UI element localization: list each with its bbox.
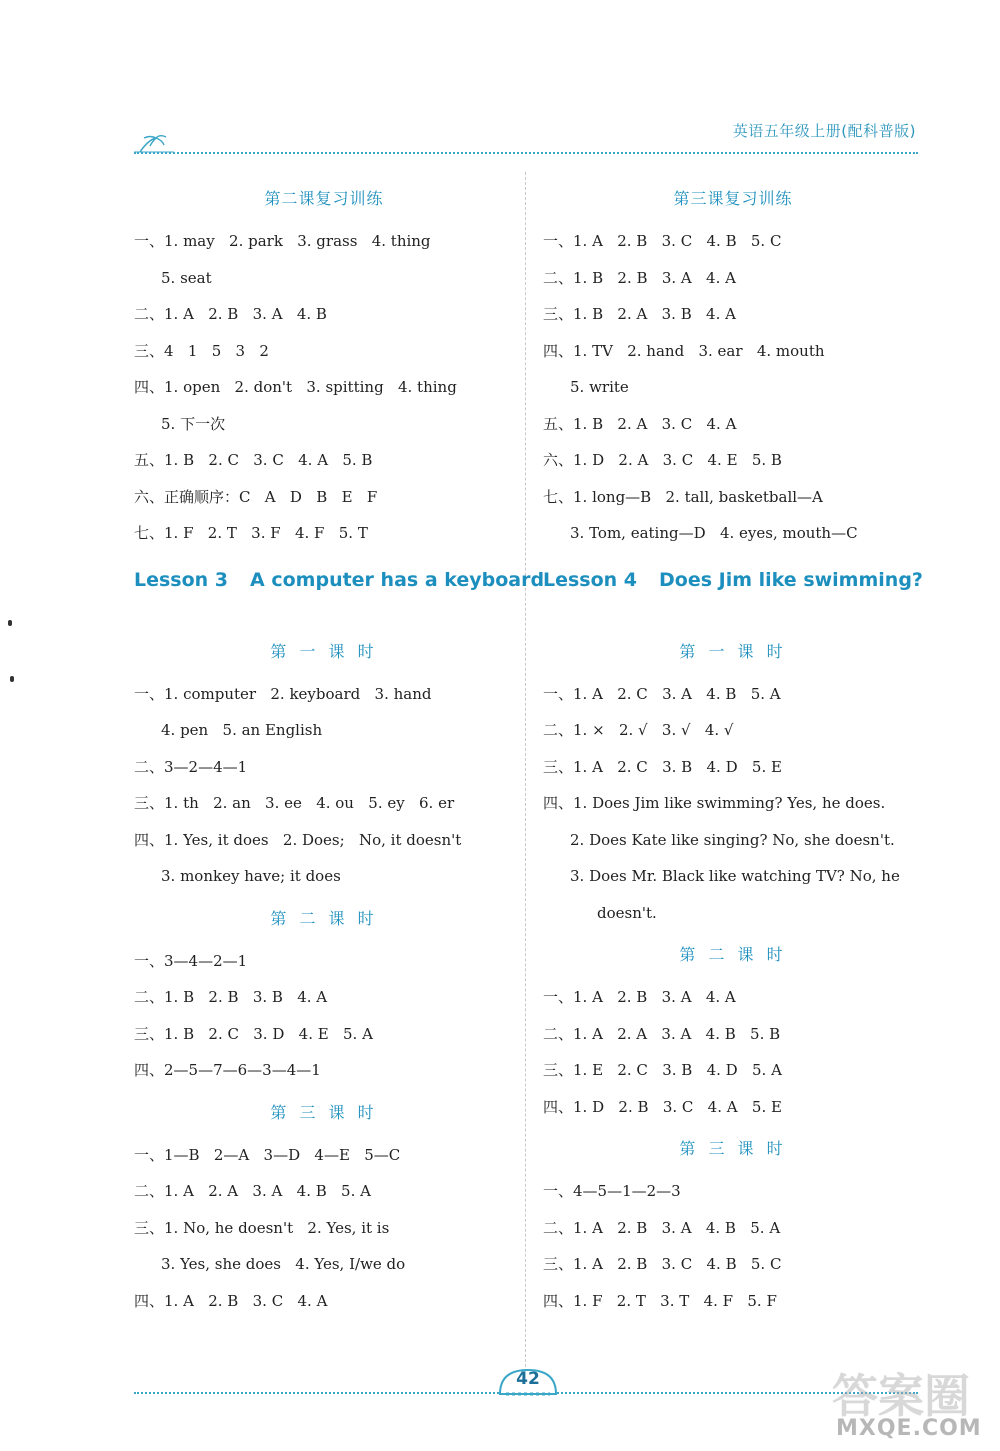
answer-line: 4. pen 5. an English <box>161 721 323 739</box>
answer-line: 3. monkey have; it does <box>161 867 341 885</box>
answer-line: 3. Yes, she does 4. Yes, I/we do <box>161 1255 406 1273</box>
section-title-period-3: 第 三 课 时 <box>679 1139 787 1158</box>
lesson-heading <box>543 554 923 606</box>
answer-line: 七、1. long—B 2. tall, basketball—A <box>543 487 823 506</box>
answer-line: 四、1. Yes, it does 2. Does; No, it doesn't <box>134 830 462 849</box>
answer-line: 二、1. A 2. A 3. A 4. B 5. B <box>543 1024 781 1043</box>
section-title-period-1: 第 一 课 时 <box>270 641 378 661</box>
section-title-period-3: 第 三 课 时 <box>270 1102 378 1122</box>
answer-line: 二、1. A 2. A 3. A 4. B 5. A <box>134 1182 371 1200</box>
answer-line: 三、1. E 2. C 3. B 4. D 5. A <box>543 1061 782 1079</box>
answer-line: 二、1. B 2. B 3. B 4. A <box>134 988 328 1006</box>
answer-line: 二、3—2—4—1 <box>134 757 248 776</box>
answer-line: 二、1. A 2. B 3. A 4. B 5. A <box>543 1218 781 1237</box>
palm-tree-icon <box>134 134 174 154</box>
watermark-text: MXQE.COM <box>836 1416 982 1441</box>
answer-line: 三、1. A 2. C 3. B 4. D 5. E <box>543 757 782 776</box>
section-title-review-3: 第三课复习训练 <box>673 189 793 208</box>
section-title-period-1: 第 一 课 时 <box>679 641 787 661</box>
book-title: 英语五年级上册(配科普版) <box>732 122 916 140</box>
lesson-title: Does Jim like swimming? <box>659 568 923 591</box>
answer-line: 5. seat <box>161 268 212 287</box>
answer-line: 一、1. computer 2. keyboard 3. hand <box>134 684 432 703</box>
answer-line: 一、1. may 2. park 3. grass 4. thing <box>134 232 431 250</box>
section-title-period-2: 第 二 课 时 <box>679 945 787 964</box>
answer-line: 四、1. D 2. B 3. C 4. A 5. E <box>543 1097 782 1116</box>
answer-line: 三、1. th 2. an 3. ee 4. ou 5. ey 6. er <box>134 794 455 812</box>
answer-line: 三、1. A 2. B 3. C 4. B 5. C <box>543 1255 782 1273</box>
answer-line: 四、1. F 2. T 3. T 4. F 5. F <box>543 1291 777 1310</box>
answer-line: 三、1. B 2. A 3. B 4. A <box>543 305 736 323</box>
answer-line: 二、1. × 2. √ 3. √ 4. √ <box>543 721 734 739</box>
answer-line: 5. 下一次 <box>161 414 226 433</box>
answer-line: 五、1. B 2. A 3. C 4. A <box>543 414 737 433</box>
answer-line: 二、1. B 2. B 3. A 4. A <box>543 268 736 287</box>
lesson-number: Lesson 4 <box>543 568 638 591</box>
lesson-heading <box>134 554 545 606</box>
answer-line: 三、4 1 5 3 2 <box>134 341 269 360</box>
section-title-review-2: 第二课复习训练 <box>264 189 384 208</box>
answer-line: 3. Tom, eating—D 4. eyes, mouth—C <box>570 524 858 542</box>
answer-line: 二、1. A 2. B 3. A 4. B <box>134 305 327 323</box>
margin-mark <box>10 676 14 682</box>
answer-line: 六、正确顺序：C A D B E F <box>134 487 378 506</box>
answer-line: 四、1. Does Jim like swimming? Yes, he does. <box>543 794 886 812</box>
answer-line: 四、1. A 2. B 3. C 4. A <box>134 1291 328 1310</box>
answer-line: 一、1. A 2. C 3. A 4. B 5. A <box>543 684 781 703</box>
answer-line: 一、1. A 2. B 3. C 4. B 5. C <box>543 232 782 250</box>
answer-line: 5. write <box>570 378 629 396</box>
answer-line: 3. Does Mr. Black like watching TV? No, he <box>570 867 900 885</box>
answer-line: 2. Does Kate like singing? No, she doesn't. <box>570 830 895 849</box>
section-title-period-2: 第 二 课 时 <box>270 908 378 928</box>
answer-line: 四、1. TV 2. hand 3. ear 4. mouth <box>543 341 825 360</box>
answer-line: 一、3—4—2—1 <box>134 951 248 970</box>
answer-line: 四、1. open 2. don't 3. spitting 4. thing <box>134 378 457 396</box>
answer-line: 六、1. D 2. A 3. C 4. E 5. B <box>543 451 782 469</box>
page-number: 42 <box>516 1369 540 1389</box>
answer-line: 一、1. A 2. B 3. A 4. A <box>543 988 736 1006</box>
answer-line: 一、4—5—1—2—3 <box>543 1182 681 1200</box>
lesson-number: Lesson 3 <box>134 568 229 591</box>
margin-mark <box>8 620 12 626</box>
answer-line: 三、1. B 2. C 3. D 4. E 5. A <box>134 1024 373 1043</box>
answer-line: doesn't. <box>597 903 657 922</box>
answer-line: 四、2—5—7—6—3—4—1 <box>134 1061 321 1079</box>
watermark-logo: 答案圈 <box>832 1369 970 1423</box>
answer-line: 一、1—B 2—A 3—D 4—E 5—C <box>134 1145 401 1164</box>
lesson-title: A computer has a keyboard <box>250 568 545 591</box>
left-column <box>134 175 545 1319</box>
column-divider <box>525 172 526 1372</box>
right-column <box>543 175 923 1319</box>
header-divider <box>134 152 918 154</box>
answer-line: 七、1. F 2. T 3. F 4. F 5. T <box>134 524 368 542</box>
answer-line: 三、1. No, he doesn't 2. Yes, it is <box>134 1218 390 1237</box>
answer-line: 五、1. B 2. C 3. C 4. A 5. B <box>134 451 373 469</box>
